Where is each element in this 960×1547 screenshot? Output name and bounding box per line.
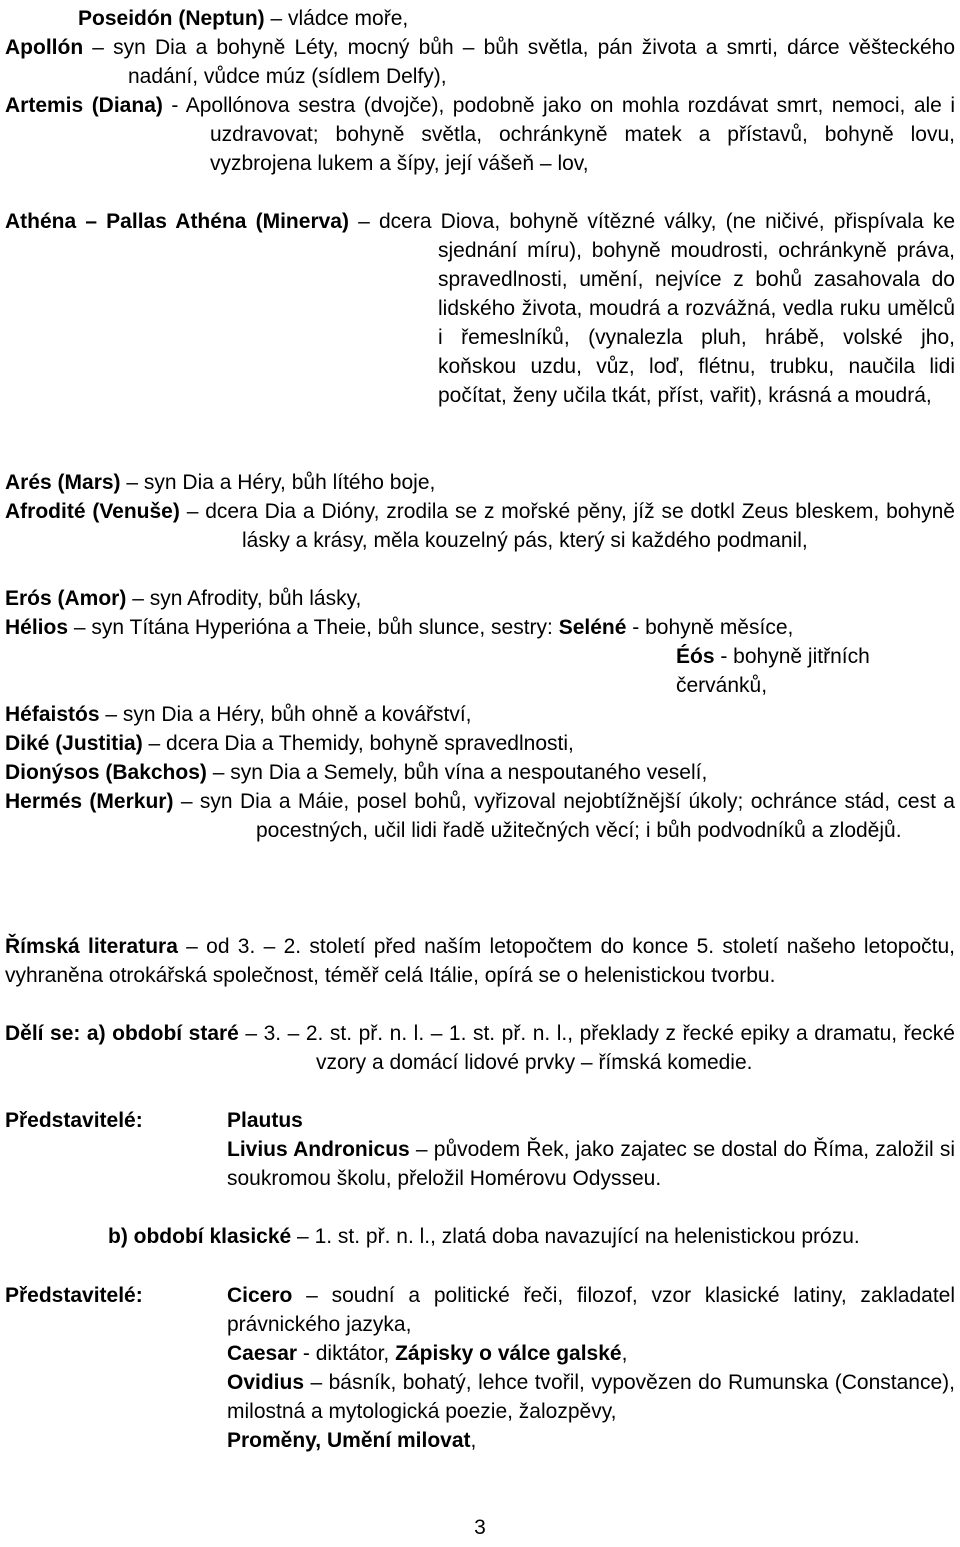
entry-dike (5, 729, 955, 758)
entry-afrodite (5, 497, 955, 555)
term: Athéna – Pallas Athéna (Minerva) (5, 210, 349, 233)
entry-dionysos (5, 758, 955, 787)
entry-apollon (5, 33, 955, 91)
term: Poseidón (Neptun) (78, 7, 265, 30)
term: Apollón (5, 36, 84, 59)
desc: – syn Dia a Héry, bůh lítého boje, (120, 471, 436, 494)
term: Artemis (Diana) (5, 94, 163, 117)
rep-cicero (227, 1281, 955, 1339)
term: Hélios (5, 616, 69, 639)
entry-hermes (5, 787, 955, 845)
term: Diké (Justitia) (5, 732, 143, 755)
rep-caesar-desc: - diktátor, (297, 1342, 396, 1365)
term: Hermés (Merkur) (5, 790, 174, 813)
rep-livius-desc: – původem Řek, jako zajatec se dostal do Říma, založil si soukromou školu, přeložil Homérovu Odysseu. (227, 1138, 955, 1190)
desc: – dcera Dia a Themidy, bohyně spravedlnosti, (142, 732, 574, 755)
roman-intro (5, 932, 955, 990)
rep-ovidius-term: Ovidius (227, 1371, 305, 1394)
rep-livius (227, 1135, 955, 1193)
rep-caesar-work: Zápisky o válce galské (395, 1342, 622, 1365)
rep-ovidius-desc: – básník, bohatý, lehce tvořil, vypovězen do Rumunska (Constance), milostná a mytologická poezie, žalozpěvy, (227, 1371, 955, 1423)
rep-cicero-term: Cicero (227, 1284, 293, 1307)
rep-plautus: Plautus (227, 1109, 303, 1132)
desc: – syn Títána Hyperióna a Theie, bůh slunce, sestry: (68, 616, 559, 639)
divide-label: Dělí se: a) období staré (5, 1022, 239, 1045)
desc: – syn Dia a bohyně Léty, mocný bůh – bůh světla, pán života a smrti, dárce věšteckého nadání, vůdce múz (sídlem Delfy), (83, 36, 955, 88)
desc: – vládce moře, (264, 7, 409, 30)
page-number: 3 (474, 1516, 486, 1539)
reps2-label: Představitelé: (5, 1284, 143, 1307)
term: Héfaistós (5, 703, 100, 726)
term: Dionýsos (Bakchos) (5, 761, 207, 784)
classic-label: b) období klasické (108, 1225, 292, 1248)
rep-livius-term: Livius Andronicus (227, 1138, 410, 1161)
rep-ovidius (227, 1368, 955, 1455)
rep-caesar (227, 1339, 955, 1368)
reps-row-2 (5, 1281, 955, 1455)
desc-eos: - bohyně jitřních červánků, (676, 645, 870, 697)
term: Afrodité (Venuše) (5, 500, 180, 523)
entry-poseidon (78, 4, 955, 33)
roman-intro-text: – od 3. – 2. století před naším letopočtem do konce 5. století našeho letopočtu, vyhraněna otrokářská společnost, téměř celá Itálie, opírá se o helenistickou tvorbu. (5, 935, 955, 987)
entry-eros (5, 584, 955, 613)
term: Arés (Mars) (5, 471, 121, 494)
term-eos: Éós (676, 645, 715, 668)
desc: – syn Dia a Máie, posel bohů, vyřizoval nejobtížnější úkoly; ochránce stád, cest a pocestných, učil lidi řadě užitečných věcí; i bůh podvodníků a zlodějů. (173, 790, 955, 842)
rep-caesar-term: Caesar (227, 1342, 298, 1365)
desc-selene: - bohyně měsíce, (626, 616, 794, 639)
term-selene: Seléné (558, 616, 627, 639)
entry-helios (5, 613, 955, 642)
desc: – syn Afrodity, bůh lásky, (126, 587, 362, 610)
desc: – dcera Dia a Dióny, zrodila se z mořské pěny, jíž se dotkl Zeus bleskem, bohyně lásky a krásy, měla kouzelný pás, který si každého podmanil, (179, 500, 955, 552)
roman-heading: Římská literatura (5, 935, 178, 958)
classic-desc: – 1. st. př. n. l., zlatá doba navazující na helenistickou prózu. (291, 1225, 860, 1248)
rep-cicero-desc: – soudní a politické řeči, filozof, vzor klasické latiny, zakladatel právnického jazyka, (227, 1284, 955, 1336)
roman-divide (5, 1019, 955, 1077)
entry-artemis (5, 91, 955, 178)
rep-caesar-end: , (621, 1342, 628, 1365)
desc: - Apollónova sestra (dvojče), podobně jako on mohla rozdávat smrt, nemoci, ale i uzdravovat; bohyně světla, ochránkyně matek a přístavů, bohyně lovu, vyzbrojena lukem a šípy, její vášeň – lov, (162, 94, 956, 175)
desc: – dcera Diova, bohyně vítězné války, (ne ničivé, přispívala ke sjednání míru), bohyně moudrosti, ochránkyně práva, spravedlnosti, umění, nejvíce z bohů zasahovala do lidského života, moudrá a rozvážná, vedla ruku umělců i řemeslníků, (vynalezla pluh, hrábě, volské jho, koňskou uzdu, vůz, loď, flétnu, trubku, naučila lidi počítat, ženy učila tkát, příst, vařit), krásná a moudrá, (348, 210, 955, 407)
divide-desc: – 3. – 2. st. př. n. l. – 1. st. př. n. l., překlady z řecké epiky a dramatu, řecké vzory a domácí lidové prvky – římská komedie. (238, 1022, 955, 1074)
entry-hefaistos (5, 700, 955, 729)
entry-ares (5, 468, 955, 497)
desc: – syn Dia a Semely, bůh vína a nespoutaného veselí, (206, 761, 708, 784)
rep-ovidius-end: , (470, 1429, 477, 1452)
roman-classic (108, 1222, 955, 1251)
rep-ovidius-works: Proměny, Umění milovat (227, 1429, 471, 1452)
reps-row-1 (5, 1106, 955, 1193)
reps-label: Představitelé: (5, 1109, 143, 1132)
term: Erós (Amor) (5, 587, 127, 610)
entry-athena (5, 207, 955, 410)
desc: – syn Dia a Héry, bůh ohně a kovářství, (99, 703, 472, 726)
entry-eos (676, 642, 954, 700)
